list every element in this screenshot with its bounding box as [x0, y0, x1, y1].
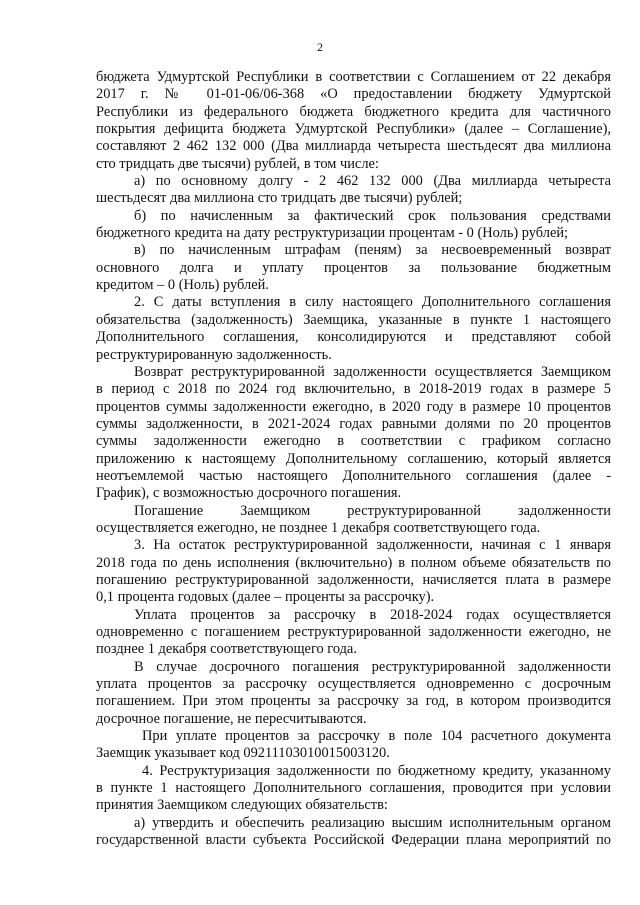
paragraph-1-continuation — [96, 69, 611, 173]
text-line: принятия Заемщиком следующих обязательств: — [96, 797, 388, 814]
text-line: Республики из федерального бюджета бюджетного кредита для частичного — [96, 103, 611, 120]
text-line: досрочное погашение, не пересчитываются. — [96, 710, 367, 727]
text-line: бюджетного кредита на дату реструктуризации процентам - 0 (Ноль) рублей; — [96, 225, 569, 242]
text-line: В случае досрочного погашения реструктурированной задолженности — [134, 658, 611, 675]
paragraph-1c — [96, 242, 611, 294]
text-line: в) по начисленным штрафам (пеням) за несвоевременный возврат — [134, 242, 611, 259]
text-line: неотъемлемой частью настоящего Дополнительного соглашения (далее - — [96, 467, 611, 484]
text-line: осуществляется ежегодно, не позднее 1 декабря соответствующего года. — [96, 519, 541, 536]
text-line: а) утвердить и обеспечить реализацию высшим исполнительным органом — [134, 814, 611, 831]
paragraph-early-repayment — [96, 659, 611, 728]
text-line: 2018 года по день исполнения (включительно) в полном объеме обязательств по — [96, 554, 611, 571]
text-line: График), с возможностью досрочного погашения. — [96, 485, 402, 502]
text-line: покрытия дефицита бюджета Удмуртской Республики» (далее – Соглашение), — [96, 121, 611, 138]
text-line: б) по начисленным за фактический срок пользования средствами — [134, 207, 611, 224]
text-line: При уплате процентов за рассрочку в поле 104 расчетного документа — [142, 728, 611, 745]
text-line: Возврат реструктурированной задолженности осуществляется Заемщиком — [134, 363, 611, 380]
document-body — [96, 69, 611, 849]
paragraph-1a — [96, 173, 611, 208]
text-line: Погашение Заемщиком реструктурированной задолженности — [134, 502, 611, 519]
text-line: приложению к настоящему Дополнительному соглашению, который является — [96, 450, 611, 467]
page-number: 2 — [317, 40, 323, 54]
paragraph-3 — [96, 537, 611, 606]
text-line: обязательства (задолженность) Заемщика, указанные в пункте 1 настоящего — [96, 311, 611, 328]
paragraph-interest-payment — [96, 607, 611, 659]
text-line: уплата процентов за рассрочку осуществляется одновременно с досрочным — [96, 676, 611, 693]
paragraph-4a — [96, 815, 611, 850]
text-line: реструктурированную задолженность. — [96, 346, 332, 363]
text-line: бюджета Удмуртской Республики в соответствии с Соглашением от 22 декабря — [96, 69, 611, 85]
text-line: Дополнительного соглашения, консолидируются и представляют собой — [96, 329, 611, 346]
paragraph-2 — [96, 294, 611, 363]
text-line: Заемщик указывает код 09211103010015003120. — [96, 745, 390, 762]
text-line: 0,1 процента годовых (далее – проценты за рассрочку). — [96, 589, 435, 606]
text-line: позднее 1 декабря соответствующего года. — [96, 641, 357, 658]
text-line: шестьдесят два миллиона сто тридцать две тысячи) рублей; — [96, 190, 463, 207]
text-line: 4. Реструктуризация задолженности по бюджетному кредиту, указанному — [142, 762, 611, 779]
text-line: суммы задолженности, в 2021-2024 годах равными долями по 20 процентов — [96, 415, 611, 432]
text-line: 2017 г. № 01-01-06/06-368 «О предоставлении бюджету Удмуртской — [96, 86, 611, 103]
paragraph-annual-payment — [96, 503, 611, 538]
text-line: а) по основному долгу - 2 462 132 000 (Два миллиарда четыреста — [134, 173, 611, 190]
paragraph-payment-code — [96, 728, 611, 763]
text-line: сто тридцать две тысячи) рублей, в том числе: — [96, 155, 379, 172]
text-line: процентов суммы задолженности ежегодно, в 2020 году в размере 10 процентов — [96, 398, 611, 415]
text-line: 3. На остаток реструктурированной задолженности, начиная с 1 января — [134, 537, 611, 554]
text-line: в период с 2018 по 2024 год включительно, в 2018-2019 годах в размере 5 — [96, 381, 611, 398]
text-line: составляют 2 462 132 000 (Два миллиарда четыреста шестьдесят два миллиона — [96, 138, 611, 155]
text-line: погашению реструктурированной задолженности, начисляется плата в размере — [96, 571, 611, 588]
text-line: государственной власти субъекта Российской Федерации плана мероприятий по — [96, 832, 611, 849]
text-line: 2. С даты вступления в силу настоящего Дополнительного соглашения — [134, 294, 611, 311]
text-line: кредитом – 0 (Ноль) рублей. — [96, 277, 269, 294]
text-line: суммы задолженности ежегодно в соответствии с графиком согласно — [96, 433, 611, 450]
text-line: погашением. При этом проценты за рассрочку за год, в котором производится — [96, 693, 611, 710]
paragraph-1b — [96, 208, 611, 243]
text-line: одновременно с погашением реструктурированной задолженности ежегодно, не — [96, 624, 611, 640]
text-line: в пункте 1 настоящего Дополнительного соглашения, проводится при условии — [96, 780, 611, 797]
text-line: основного долга и уплату процентов за пользование бюджетным — [96, 259, 611, 276]
text-line: Уплата процентов за рассрочку в 2018-2024 годах осуществляется — [134, 606, 611, 623]
paragraph-repayment — [96, 364, 611, 503]
paragraph-4 — [96, 763, 611, 815]
